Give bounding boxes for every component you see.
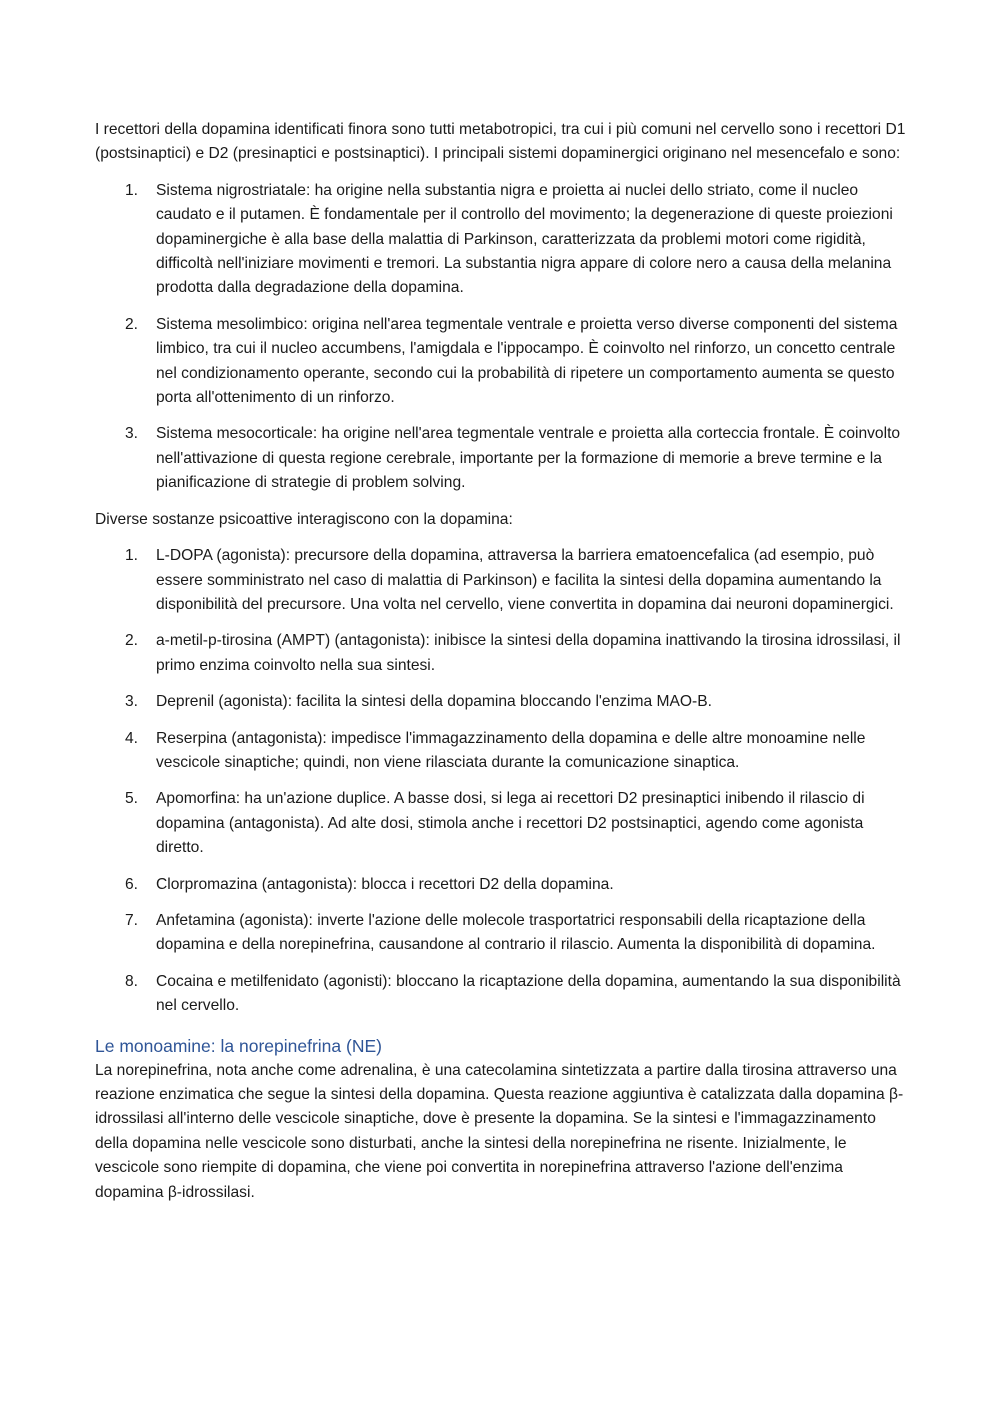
list-number: 6. bbox=[125, 875, 139, 893]
list-item-text: Deprenil (agonista): facilita la sintesi della dopamina bloccando l'enzima MAO-B. bbox=[156, 693, 712, 711]
substances-intro-paragraph: Diverse sostanze psicoattive interagiscono con la dopamina: bbox=[95, 510, 513, 528]
list-number: 3. bbox=[125, 425, 139, 443]
list-item bbox=[95, 909, 907, 958]
list-item bbox=[95, 970, 907, 1019]
list-number: 1. bbox=[125, 547, 139, 565]
psychoactive-substances-list bbox=[95, 544, 907, 1019]
list-item bbox=[95, 179, 907, 301]
list-item-text: Reserpina (antagonista): impedisce l'immagazzinamento della dopamina e delle altre monoamine nelle vescicole sinaptiche; quindi, non viene rilasciata durante la comunicazione sinaptica. bbox=[156, 729, 866, 771]
list-item-text: L-DOPA (agonista): precursore della dopamina, attraversa la barriera ematoencefalica (ad esempio, può essere somministrato nel caso di malattia di Parkinson) e facilita la sintesi della dopamina aumentando la disponibilità del precursore. Una volta nel cervello, viene convertita in dopamina dai neuroni dopaminergici. bbox=[156, 547, 894, 613]
list-item-text: Sistema nigrostriatale: ha origine nella substantia nigra e proietta ai nuclei dello striato, come il nucleo caudato e il putamen. È fondamentale per il controllo del movimento; la degenerazione di queste proiezioni dopaminergiche è alla base della malattia di Parkinson, caratterizzata da problemi motori come rigidità, difficoltà nell'iniziare movimenti e tremori. La substantia nigra appare di colore nero a causa della melanina prodotta dalla degradazione della dopamina. bbox=[156, 181, 893, 297]
list-number: 7. bbox=[125, 911, 139, 929]
list-item bbox=[95, 629, 907, 678]
list-item bbox=[95, 787, 907, 860]
list-item-text: Apomorfina: ha un'azione duplice. A basse dosi, si lega ai recettori D2 presinaptici inibendo il rilascio di dopamina (antagonista). Ad alte dosi, stimola anche i recettori D2 postsinaptici, agendo come agonista diretto. bbox=[156, 790, 865, 857]
list-item-text: Sistema mesolimbico: origina nell'area tegmentale ventrale e proietta verso diverse componenti del sistema limbico, tra cui il nucleo accumbens, l'amigdala e l'ippocampo. È coinvolto nel rinforzo, un concetto centrale nel condizionamento operante, secondo cui la probabilità di ripetere un comportamento aumenta se questo porta all'ottenimento di un rinforzo. bbox=[156, 315, 898, 407]
document-page bbox=[95, 118, 907, 1217]
list-number: 1. bbox=[125, 181, 139, 199]
list-item bbox=[95, 422, 907, 495]
list-item bbox=[95, 690, 907, 714]
list-number: 2. bbox=[125, 632, 139, 650]
dopamine-systems-list bbox=[95, 179, 907, 496]
intro-paragraph: I recettori della dopamina identificati finora sono tutti metabotropici, tra cui i più comuni nel cervello sono i recettori D1 (postsinaptici) e D2 (presinaptici e postsinaptici). I principali sistemi dopaminergici originano nel mesencefalo e sono: bbox=[95, 121, 906, 163]
list-item-text: Cocaina e metilfenidato (agonisti): bloccano la ricaptazione della dopamina, aumentando la sua disponibilità nel cervello. bbox=[156, 972, 901, 1015]
section-heading: Le monoamine: la norepinefrina (NE) bbox=[95, 1035, 382, 1056]
list-number: 4. bbox=[125, 729, 139, 747]
list-number: 5. bbox=[125, 790, 139, 808]
list-item bbox=[95, 544, 907, 617]
list-item-text: Anfetamina (agonista): inverte l'azione delle molecole trasportatrici responsabili della ricaptazione della dopamina e della norepinefrina, causandone al contrario il rilascio. Aumenta la disponibilità di dopamina. bbox=[156, 911, 876, 954]
list-item bbox=[95, 727, 907, 776]
list-item bbox=[95, 873, 907, 897]
list-item-text: Sistema mesocorticale: ha origine nell'area tegmentale ventrale e proietta alla corteccia frontale. È coinvolto nell'attivazione di questa regione cerebrale, importante per la formazione di memorie a breve termine e la pianificazione di strategie di problem solving. bbox=[156, 425, 901, 492]
norepinephrine-paragraph: La norepinefrina, nota anche come adrenalina, è una catecolamina sintetizzata a partire dalla tirosina attraverso una reazione enzimatica che segue la sintesi della dopamina. Questa reazione aggiuntiva è catalizzata dalla dopamina β-idrossilasi all'interno delle vescicole sinaptiche, dove è presente la dopamina. Se la sintesi e l'immagazzinamento della dopamina nelle vescicole sono disturbati, anche la sintesi della norepinefrina ne risente. Inizialmente, le vescicole sono riempite di dopamina, che viene poi convertita in norepinefrina attraverso l'azione dell'enzima dopamina β-idrossilasi. bbox=[95, 1061, 904, 1201]
list-item-text: Clorpromazina (antagonista): blocca i recettori D2 della dopamina. bbox=[156, 875, 614, 893]
list-item bbox=[95, 313, 907, 411]
list-number: 2. bbox=[125, 315, 139, 333]
list-number: 8. bbox=[125, 972, 139, 990]
list-number: 3. bbox=[125, 693, 139, 711]
list-item-text: a-metil-p-tirosina (AMPT) (antagonista): inibisce la sintesi della dopamina inattivando la tirosina idrossilasi, il primo enzima coinvolto nella sua sintesi. bbox=[156, 632, 901, 674]
